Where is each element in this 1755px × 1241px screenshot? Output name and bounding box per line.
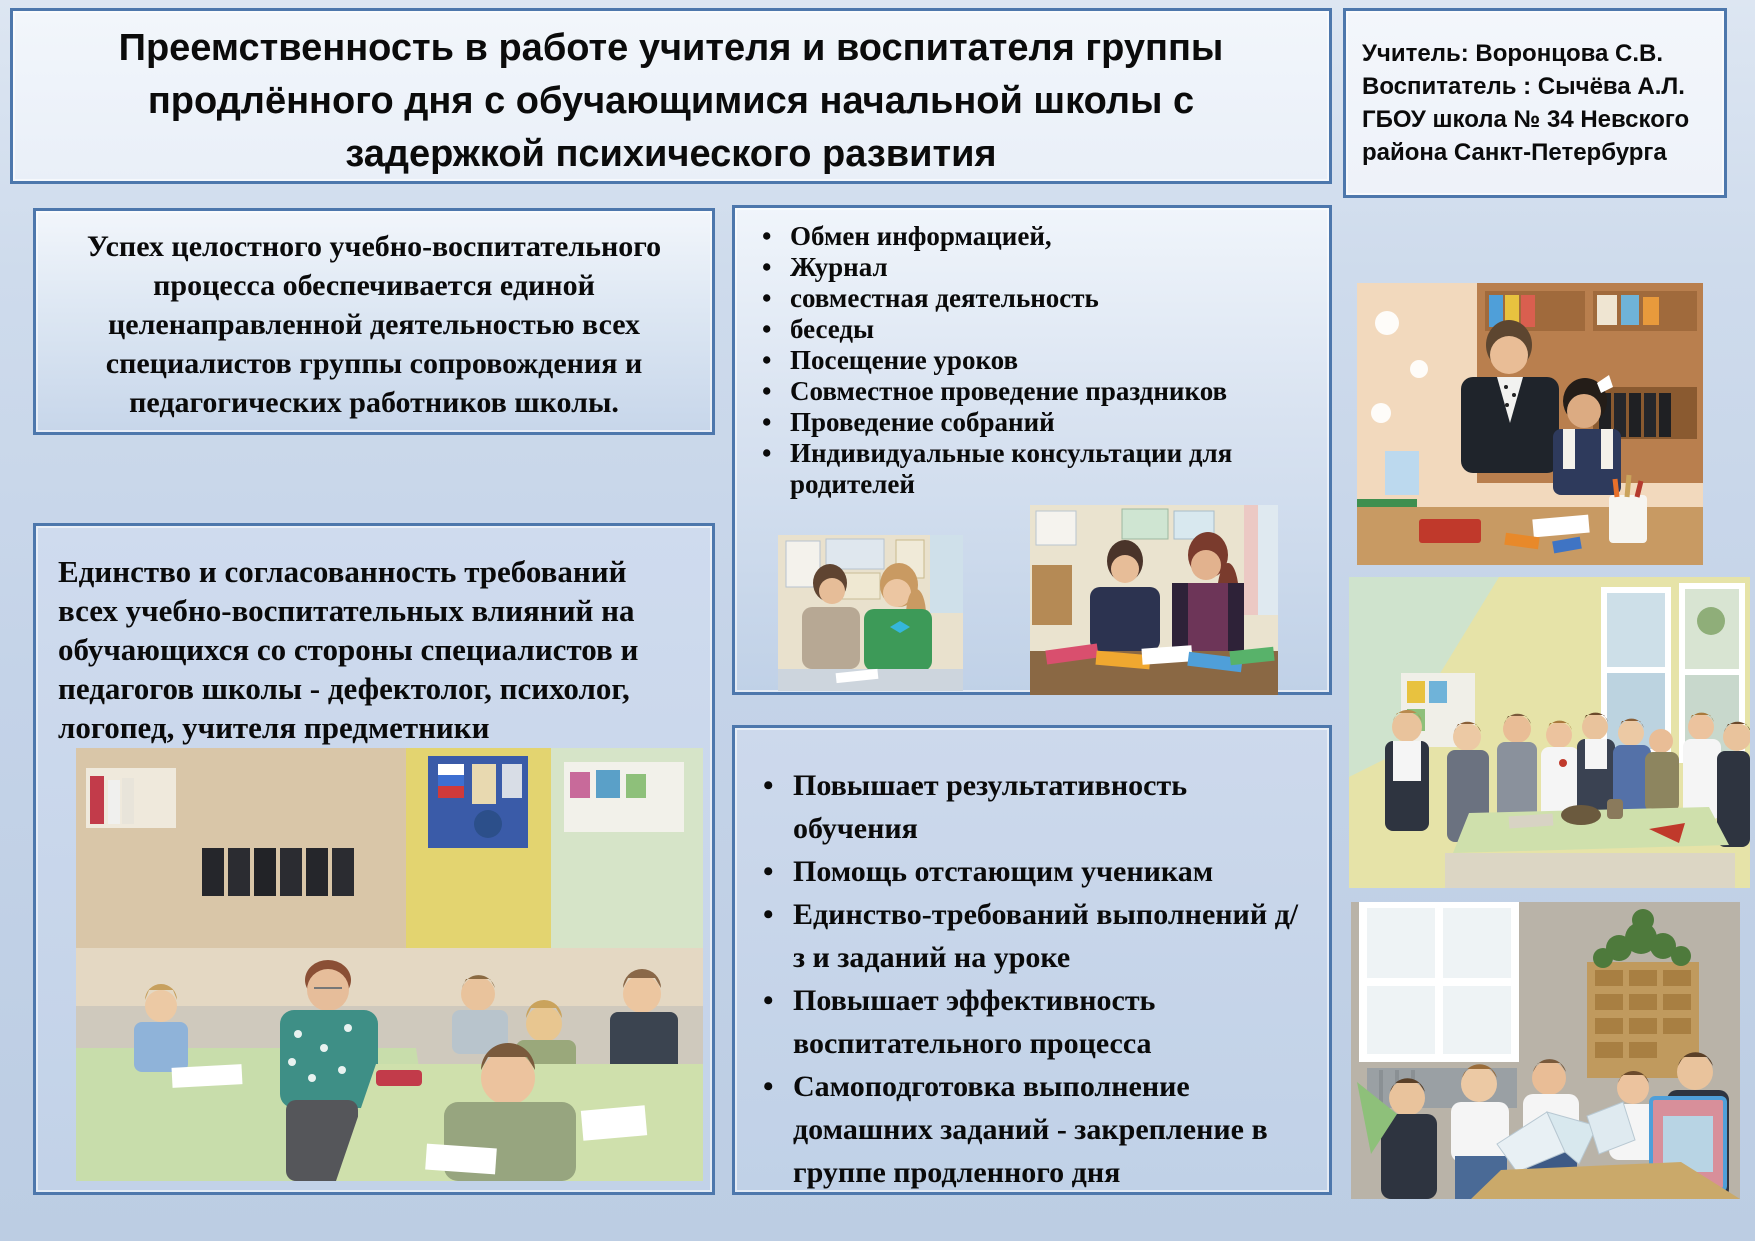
title-line-2: продлённого дня с обучающимися начальной школы с (147, 80, 1195, 122)
success-line: специалистов группы сопровождения и (105, 347, 643, 380)
benefit-item: • Повышает эффективность воспитательного процесса (751, 979, 1305, 1065)
title-line-1: Преемственность в работе учителя и воспитателя группы (118, 27, 1224, 69)
cooperation-item: • Проведение собраний (749, 407, 1311, 438)
photo-consultation-left (778, 535, 963, 691)
photo-excursion-art (1349, 577, 1750, 888)
benefit-item: • Помощь отстающим ученикам (751, 850, 1305, 893)
benefit-item: • Единство-требований выполнений д/з и заданий на уроке (751, 893, 1305, 979)
cooperation-item: • совместная деятельность (749, 283, 1311, 314)
photo-consultation-right (1030, 505, 1278, 695)
cooperation-item: • Журнал (749, 252, 1311, 283)
cooperation-item: • Посещение уроков (749, 345, 1311, 376)
success-line: процесса обеспечивается единой (153, 269, 595, 302)
authors-info-box (1343, 8, 1727, 198)
photo-teacher-and-girl (1357, 283, 1703, 565)
cooperation-item: • Индивидуальные консультации для родителей (749, 438, 1311, 500)
photo-excursion (1349, 577, 1750, 888)
school-name-line-1: ГБОУ школа № 34 Невского (1362, 106, 1690, 133)
success-line: Успех целостного учебно-воспитательного (86, 230, 662, 263)
cooperation-box (732, 205, 1332, 695)
cooperation-item: • Совместное проведение праздников (749, 376, 1311, 407)
cooperation-list (735, 208, 1329, 500)
benefit-item: • Самоподготовка выполнение домашних заданий - закрепление в группе продленного дня (751, 1065, 1305, 1194)
photo-consultation-right-art (1030, 505, 1278, 695)
unity-line: педагогов школы - дефектолог, психолог, (58, 671, 630, 706)
photo-classroom-art (76, 748, 703, 1181)
photo-teacher-and-girl-art (1357, 283, 1703, 565)
school-name-line-2: района Санкт-Петербурга (1362, 139, 1667, 166)
title-box (10, 8, 1332, 184)
photo-classroom (76, 748, 703, 1181)
benefit-item: • Повышает результативность обучения (751, 764, 1305, 850)
unity-line: Единство и согласованность требований (58, 554, 627, 589)
photo-reading-art (1351, 902, 1740, 1199)
success-line: педагогических работников школы. (129, 386, 619, 419)
benefits-box (732, 725, 1332, 1195)
photo-reading (1351, 902, 1740, 1199)
unity-line: логопед, учителя предметники (58, 710, 490, 745)
teacher-name: Учитель: Воронцова С.В. (1362, 40, 1664, 67)
tutor-name: Воспитатель : Сычёва А.Л. (1362, 73, 1685, 100)
photo-consultation-left-art (778, 535, 963, 691)
cooperation-item: • Обмен информацией, (749, 221, 1311, 252)
success-line: целенаправленной деятельностью всех (108, 308, 640, 341)
unity-line: обучающихся со стороны специалистов и (58, 632, 639, 667)
title-line-3: задержкой психического развития (345, 133, 997, 175)
unity-statement-box (33, 523, 715, 1195)
unity-line: всех учебно-воспитательных влияний на (58, 593, 635, 628)
success-statement-box (33, 208, 715, 435)
cooperation-item: • беседы (749, 314, 1311, 345)
benefits-list (735, 728, 1329, 1194)
